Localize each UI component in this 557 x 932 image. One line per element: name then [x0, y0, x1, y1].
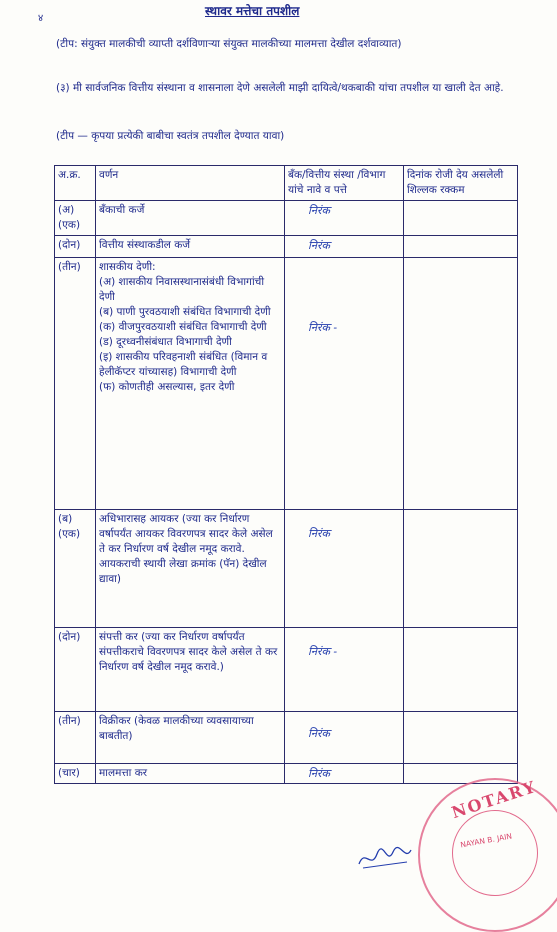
table-row — [55, 712, 518, 764]
row-serial: (अ) (एक) — [55, 201, 96, 236]
row-bank-details — [285, 201, 404, 236]
handwritten-nil: निरंक - — [308, 321, 338, 334]
liabilities-table — [54, 165, 518, 784]
row-bank-details — [285, 510, 404, 628]
description-line: बँकाची कर्जे — [99, 204, 145, 216]
header-amount: दिनांक रोजी देय असलेली शिल्लक रक्कम — [404, 166, 518, 201]
description-line: (ब) पाणी पुरवठयाशी संबंधित विभागाची देणी — [99, 306, 271, 318]
description-line: संपत्ती कर (ज्या कर निर्धारण वर्षापर्यंत संपत्तीकराचे विवरणपत्र सादर केले असेल ते कर निर्धारण वर्ष देखील नमूद करावे.) — [99, 631, 278, 673]
handwritten-nil: निरंक — [308, 527, 330, 540]
handwritten-nil: निरंक — [308, 727, 330, 740]
row-description — [96, 712, 285, 764]
table-row — [55, 510, 518, 628]
description-line: शासकीय देणी: — [99, 261, 156, 273]
description-line: (इ) शासकीय परिवहनाशी संबंधित (विमान व हेलीकॅप्टर यांच्यासह) विभागाची देणी — [99, 351, 268, 378]
row-bank-details — [285, 764, 404, 784]
row-amount — [404, 258, 518, 510]
row-bank-details — [285, 628, 404, 712]
row-description — [96, 201, 285, 236]
table-body — [55, 201, 518, 784]
row-serial: (ब) (एक) — [55, 510, 96, 628]
handwritten-nil: निरंक - — [308, 645, 338, 658]
row-description — [96, 764, 285, 784]
row-amount — [404, 510, 518, 628]
description-line: (अ) शासकीय निवासस्थानासंबंधी विभागांची देणी — [99, 276, 265, 303]
description-line: विक्रीकर (केवळ मालकीच्या व्यवसायाच्या बाबतीत) — [99, 715, 254, 742]
note-joint-ownership: (टीप: संयुक्त मालकीची व्याप्ती दर्शविणाऱ्या संयुक्त मालकीच्या मालमत्ता देखील दर्शवाव्यात) — [56, 38, 402, 50]
page-mark: ४ — [38, 13, 44, 24]
row-amount — [404, 712, 518, 764]
row-serial: (दोन) — [55, 628, 96, 712]
table-row — [55, 628, 518, 712]
handwritten-nil: निरंक — [308, 239, 330, 252]
row-serial: (तीन) — [55, 258, 96, 510]
description-line: वित्तीय संस्थाकडील कर्जे — [99, 239, 191, 251]
row-bank-details — [285, 236, 404, 258]
signature — [355, 840, 415, 874]
page-title: स्थावर मत्तेचा तपशील — [205, 4, 300, 18]
row-amount — [404, 236, 518, 258]
description-line: (फ) कोणतीही असल्यास, इतर देणी — [99, 381, 235, 393]
row-description — [96, 258, 285, 510]
table-row — [55, 236, 518, 258]
notary-stamp-name: NAYAN B. JAIN — [459, 831, 513, 850]
handwritten-nil: निरंक — [308, 204, 330, 217]
row-description — [96, 628, 285, 712]
description-line: अधिभारासह आयकर (ज्या कर निर्धारण वर्षापर्यंत आयकर विवरणपत्र सादर केले असेल ते कर निर्धारण वर्ष देखील नमूद करावे. आयकराची स्थायी लेखा क्रमांक (पॅन) देखील द्यावा) — [99, 513, 273, 585]
table-row — [55, 258, 518, 510]
notary-stamp-word: NOTARY — [449, 776, 540, 823]
description-line: मालमत्ता कर — [99, 767, 148, 779]
liabilities-paragraph: (३) मी सार्वजनिक वित्तीय संस्थाना व शासनाला देणे असलेली माझी दायित्वे/थकबाकी यांचा तपशील या खाली देत आहे. — [56, 82, 504, 94]
row-amount — [404, 201, 518, 236]
row-serial: (दोन) — [55, 236, 96, 258]
notary-stamp-inner-ring — [452, 810, 538, 896]
row-serial: (चार) — [55, 764, 96, 784]
row-description — [96, 510, 285, 628]
header-serial: अ.क्र. — [55, 166, 96, 201]
table-row — [55, 201, 518, 236]
table-row — [55, 764, 518, 784]
row-bank-details — [285, 258, 404, 510]
note-separate-details: (टीप — कृपया प्रत्येकी बाबीचा स्वतंत्र तपशील देण्यात यावा) — [56, 130, 285, 142]
header-description: वर्णन — [96, 166, 285, 201]
header-bank: बँक/वित्तीय संस्था /विभाग यांचे नावे व पत्ते — [285, 166, 404, 201]
table-header-row — [55, 166, 518, 201]
row-serial: (तीन) — [55, 712, 96, 764]
description-line: (क) वीजपुरवठयाशी संबंधित विभागाची देणी — [99, 321, 267, 333]
row-description — [96, 236, 285, 258]
handwritten-nil: निरंक — [308, 767, 330, 780]
row-bank-details — [285, 712, 404, 764]
row-amount — [404, 628, 518, 712]
description-line: (ड) दूरध्वनीसंबंधात विभागाची देणी — [99, 336, 232, 348]
